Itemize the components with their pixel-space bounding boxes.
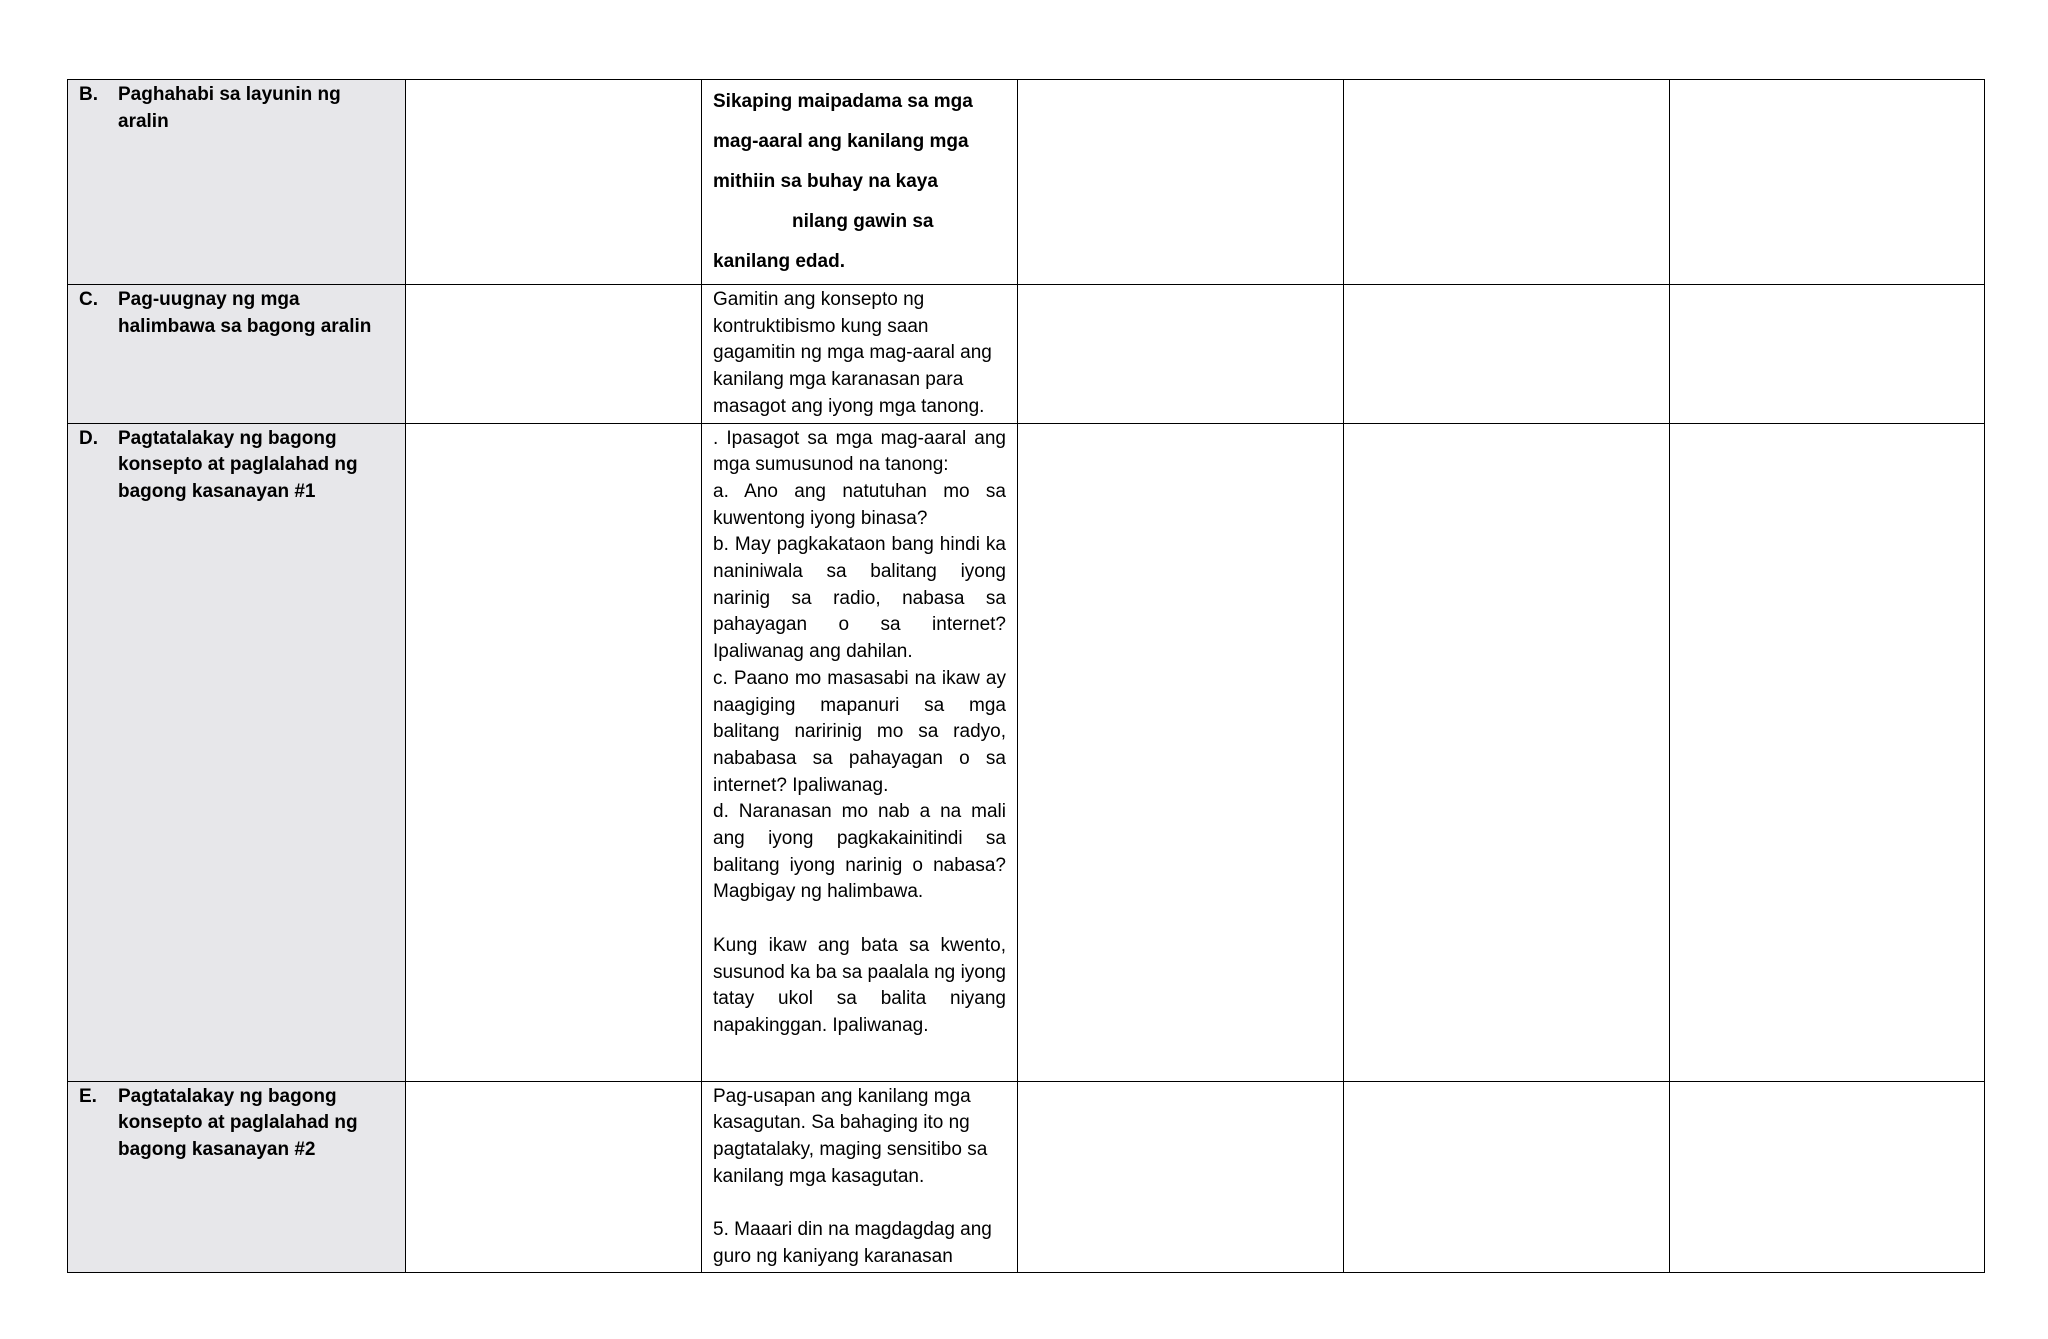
empty-cell bbox=[1344, 80, 1670, 285]
row-label-cell bbox=[68, 285, 406, 424]
objective-text bbox=[713, 82, 1006, 282]
row-letter: E. bbox=[79, 1085, 97, 1107]
objective-line: kanilang edad. bbox=[713, 251, 845, 272]
row-letter: B. bbox=[79, 84, 98, 105]
table-row bbox=[68, 80, 1985, 285]
empty-cell bbox=[1670, 80, 1985, 285]
content-cell bbox=[702, 423, 1018, 1081]
empty-cell bbox=[1344, 285, 1670, 424]
table-row bbox=[68, 1081, 1985, 1273]
discussion-text: 5. Maaari din na magdagdag ang guro ng kaniyang karanasan bbox=[713, 1219, 992, 1267]
empty-cell bbox=[406, 285, 702, 424]
row-label-cell bbox=[68, 423, 406, 1081]
reflection-text: Kung ikaw ang bata sa kwento, susunod ka ba sa paalala ng iyong tatay ukol sa balita niyang napakinggan. Ipaliwanag. bbox=[713, 934, 1006, 1036]
question-item: a. Ano ang natutuhan mo sa kuwentong iyong binasa? bbox=[713, 480, 1006, 529]
lesson-plan-table bbox=[67, 79, 1985, 1273]
empty-cell bbox=[1018, 285, 1344, 424]
row-label: Pagtatalakay ng bagong konsepto at paglalahad ng bagong kasanayan #2 bbox=[118, 1085, 358, 1160]
content-text: Gamitin ang konsepto ng kontruktibismo kung saan gagamitin ng mga mag-aaral ang kanilang mga karanasan para masagot ang iyong mga tanong. bbox=[713, 289, 992, 417]
row-label-cell bbox=[68, 1081, 406, 1273]
empty-cell bbox=[406, 423, 702, 1081]
discussion-text: Pag-usapan ang kanilang mga kasagutan. Sa bahaging ito ng pagtatalaky, maging sensitibo sa kanilang mga kasagutan. bbox=[713, 1085, 988, 1187]
row-letter: C. bbox=[79, 289, 98, 310]
content-cell bbox=[702, 1081, 1018, 1273]
row-letter: D. bbox=[79, 427, 98, 449]
row-label: Pag-uugnay ng mga halimbawa sa bagong aralin bbox=[118, 289, 372, 337]
row-label-cell bbox=[68, 80, 406, 285]
content-cell bbox=[702, 80, 1018, 285]
row-label: Pagtatalakay ng bagong konsepto at paglalahad ng bagong kasanayan #1 bbox=[118, 427, 358, 502]
empty-cell bbox=[1344, 423, 1670, 1081]
table-row bbox=[68, 423, 1985, 1081]
empty-cell bbox=[1670, 1081, 1985, 1273]
content-cell bbox=[702, 285, 1018, 424]
objective-line: mag-aaral ang kanilang mga bbox=[713, 131, 969, 152]
question-item: b. May pagkakataon bang hindi ka naniniwala sa balitang iyong narinig sa radio, nabasa sa pahayagan o sa internet? Ipaliwanag ang dahilan. bbox=[713, 534, 1006, 663]
empty-cell bbox=[406, 1081, 702, 1273]
empty-cell bbox=[1018, 1081, 1344, 1273]
empty-cell bbox=[1018, 423, 1344, 1081]
instruction-text: . Ipasagot sa mga mag-aaral ang mga sumusunod na tanong: bbox=[713, 427, 1006, 476]
empty-cell bbox=[1670, 423, 1985, 1081]
empty-cell bbox=[1670, 285, 1985, 424]
empty-cell bbox=[1344, 1081, 1670, 1273]
empty-cell bbox=[1018, 80, 1344, 285]
question-item: c. Paano mo masasabi na ikaw ay naagiging mapanuri sa mga balitang naririnig mo sa radyo, nababasa sa pahayagan o sa internet? Ipaliwanag. bbox=[713, 667, 1006, 796]
empty-cell bbox=[406, 80, 702, 285]
table-row bbox=[68, 285, 1985, 424]
row-label: Paghahabi sa layunin ng aralin bbox=[118, 84, 341, 132]
objective-line: Sikaping maipadama sa mga bbox=[713, 91, 973, 112]
objective-line: mithiin sa buhay na kaya bbox=[713, 171, 938, 192]
objective-line: nilang gawin sa bbox=[792, 211, 934, 232]
question-item: d. Naranasan mo nab a na mali ang iyong pagkakainitindi sa balitang iyong narinig o nabasa? Magbigay ng halimbawa. bbox=[713, 801, 1006, 903]
